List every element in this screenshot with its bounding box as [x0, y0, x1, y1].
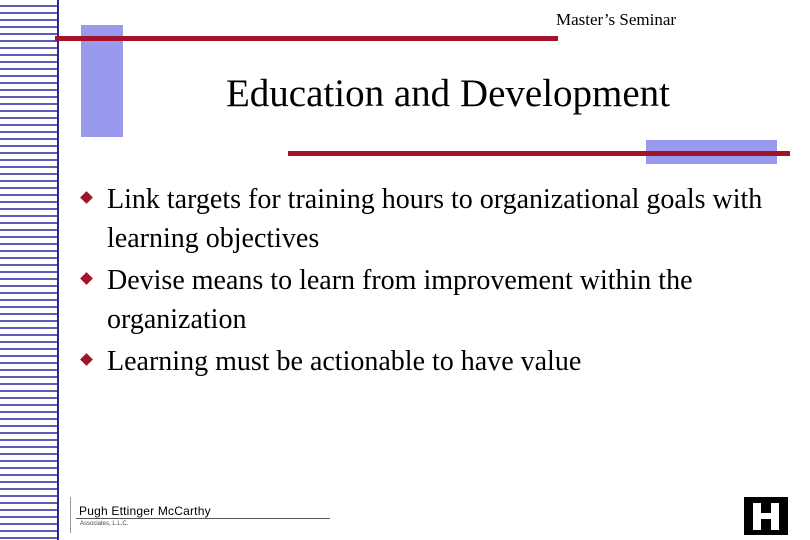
- decorative-rule-bottom: [288, 151, 790, 156]
- bullet-text: Learning must be actionable to have value: [107, 346, 582, 377]
- diamond-bullet-icon: [80, 272, 93, 285]
- bullet-list: [80, 180, 780, 384]
- header-note: Master’s Seminar: [556, 10, 677, 29]
- logo-divider: [70, 497, 71, 533]
- list-item: [80, 342, 780, 381]
- bullet-text: Devise means to learn from improvement within the organization: [107, 265, 693, 335]
- diamond-bullet-icon: [80, 191, 93, 204]
- company-logo-subtitle: Associates, L.L.C.: [80, 521, 129, 527]
- decorative-rule-top: [55, 36, 558, 41]
- bullet-text: Link targets for training hours to organizational goals with learning objectives: [107, 184, 763, 254]
- diamond-bullet-icon: [80, 353, 93, 366]
- logo-underline: [76, 518, 330, 519]
- list-item: [80, 261, 780, 339]
- company-logo-name: Pugh Ettinger McCarthy: [79, 504, 211, 518]
- list-item: [80, 180, 780, 258]
- slide-title: Education and Development: [225, 72, 671, 115]
- H-logo-icon: [744, 497, 788, 535]
